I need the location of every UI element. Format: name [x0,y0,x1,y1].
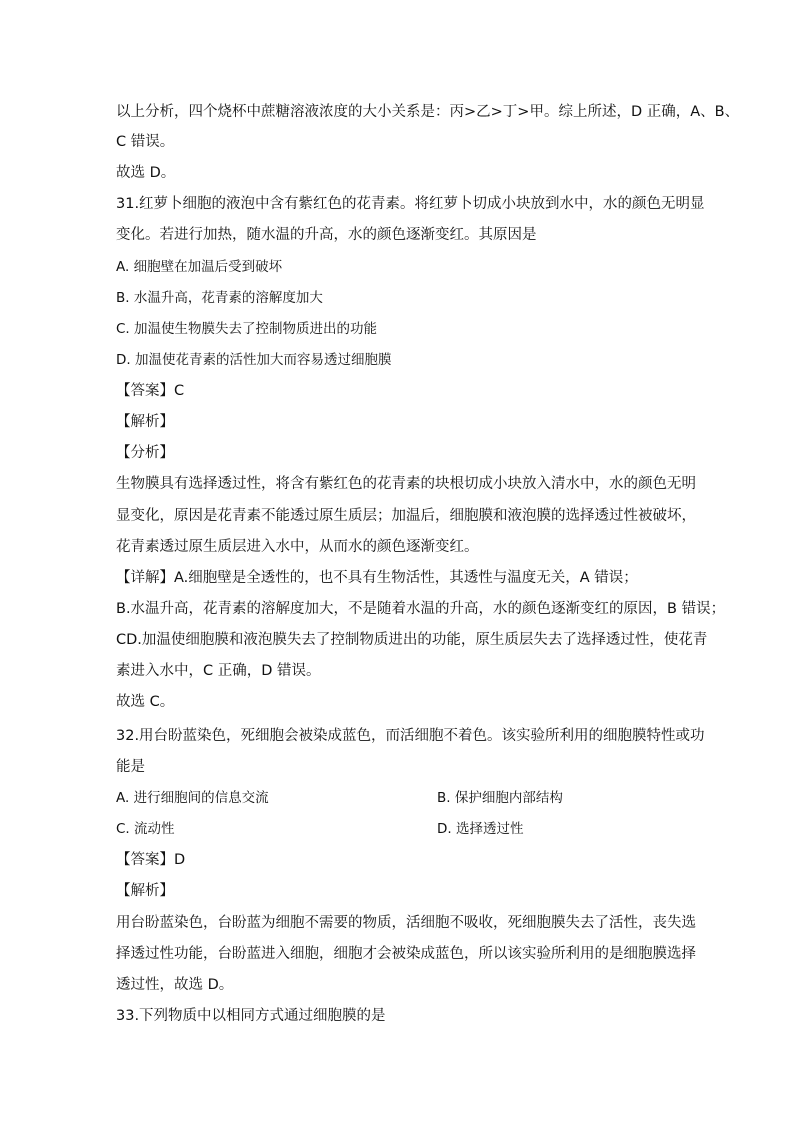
analysis-label: 【解析】 [116,883,174,899]
question-31-stem: 变化。若进行加热，随水温的升高，水的颜色逐渐变红。其原因是 [116,227,537,243]
detail-line: B.水温升高，花青素的溶解度加大，不是随着水温的升高，水的颜色逐渐变红的原因，B 错误； [116,601,726,617]
text-line: 用台盼蓝染色，台盼蓝为细胞不需要的物质，活细胞不吸收，死细胞膜失去了活性，丧失选 [116,915,696,931]
option-c: C. 加温使生物膜失去了控制物质进出的功能 [116,321,378,337]
text-line: 花青素透过原生质层进入水中，从而水的颜色逐渐变红。 [116,539,479,555]
option-b: B. 保护细胞内部结构 [437,790,563,806]
option-d: D. 选择透过性 [437,821,524,837]
detail-line: CD.加温使细胞膜和液泡膜失去了控制物质进出的功能，原生质层失去了选择透过性，使花青 [116,632,708,648]
option-a: A. 进行细胞间的信息交流 [116,790,269,806]
text-line: 故选 D。 [116,165,176,181]
text-line: 显变化，原因是花青素不能透过原生质层；加温后，细胞膜和液泡膜的选择透过性被破坏， [116,508,696,524]
text-line: 故选 C。 [116,694,175,710]
analysis-sub-label: 【分析】 [116,445,174,461]
detail-line: 素进入水中，C 正确，D 错误。 [116,663,321,679]
text-line: 以上分析，四个烧杯中蔗糖溶液浓度的大小关系是：丙>乙>丁>甲。综上所述，D 正确，A、B、 [116,104,740,120]
question-33-stem: 33.下列物质中以相同方式通过细胞膜的是 [116,1008,386,1024]
option-d: D. 加温使花青素的活性加大而容易透过细胞膜 [116,352,392,368]
answer-label: 【答案】D [116,852,186,868]
question-32-stem: 32.用台盼蓝染色，死细胞会被染成蓝色，而活细胞不着色。该实验所利用的细胞膜特性或功 [116,728,705,744]
analysis-label: 【解析】 [116,414,174,430]
text-line: 生物膜具有选择透过性，将含有紫红色的花青素的块根切成小块放入清水中，水的颜色无明 [116,476,696,492]
question-32-stem: 能是 [116,759,145,775]
answer-label: 【答案】C [116,383,185,399]
text-line: C 错误。 [116,134,175,150]
text-line: 择透过性功能，台盼蓝进入细胞，细胞才会被染成蓝色，所以该实验所利用的是细胞膜选择 [116,946,696,962]
option-b: B. 水温升高，花青素的溶解度加大 [116,290,323,306]
text-line: 透过性，故选 D。 [116,977,234,993]
question-31-stem: 31.红萝卜细胞的液泡中含有紫红色的花青素。将红萝卜切成小块放到水中，水的颜色无明显 [116,196,705,212]
detail-line: 【详解】A.细胞壁是全透性的，也不具有生物活性，其透性与温度无关，A 错误； [116,570,638,586]
option-a: A. 细胞壁在加温后受到破坏 [116,259,283,275]
option-c: C. 流动性 [116,821,175,837]
